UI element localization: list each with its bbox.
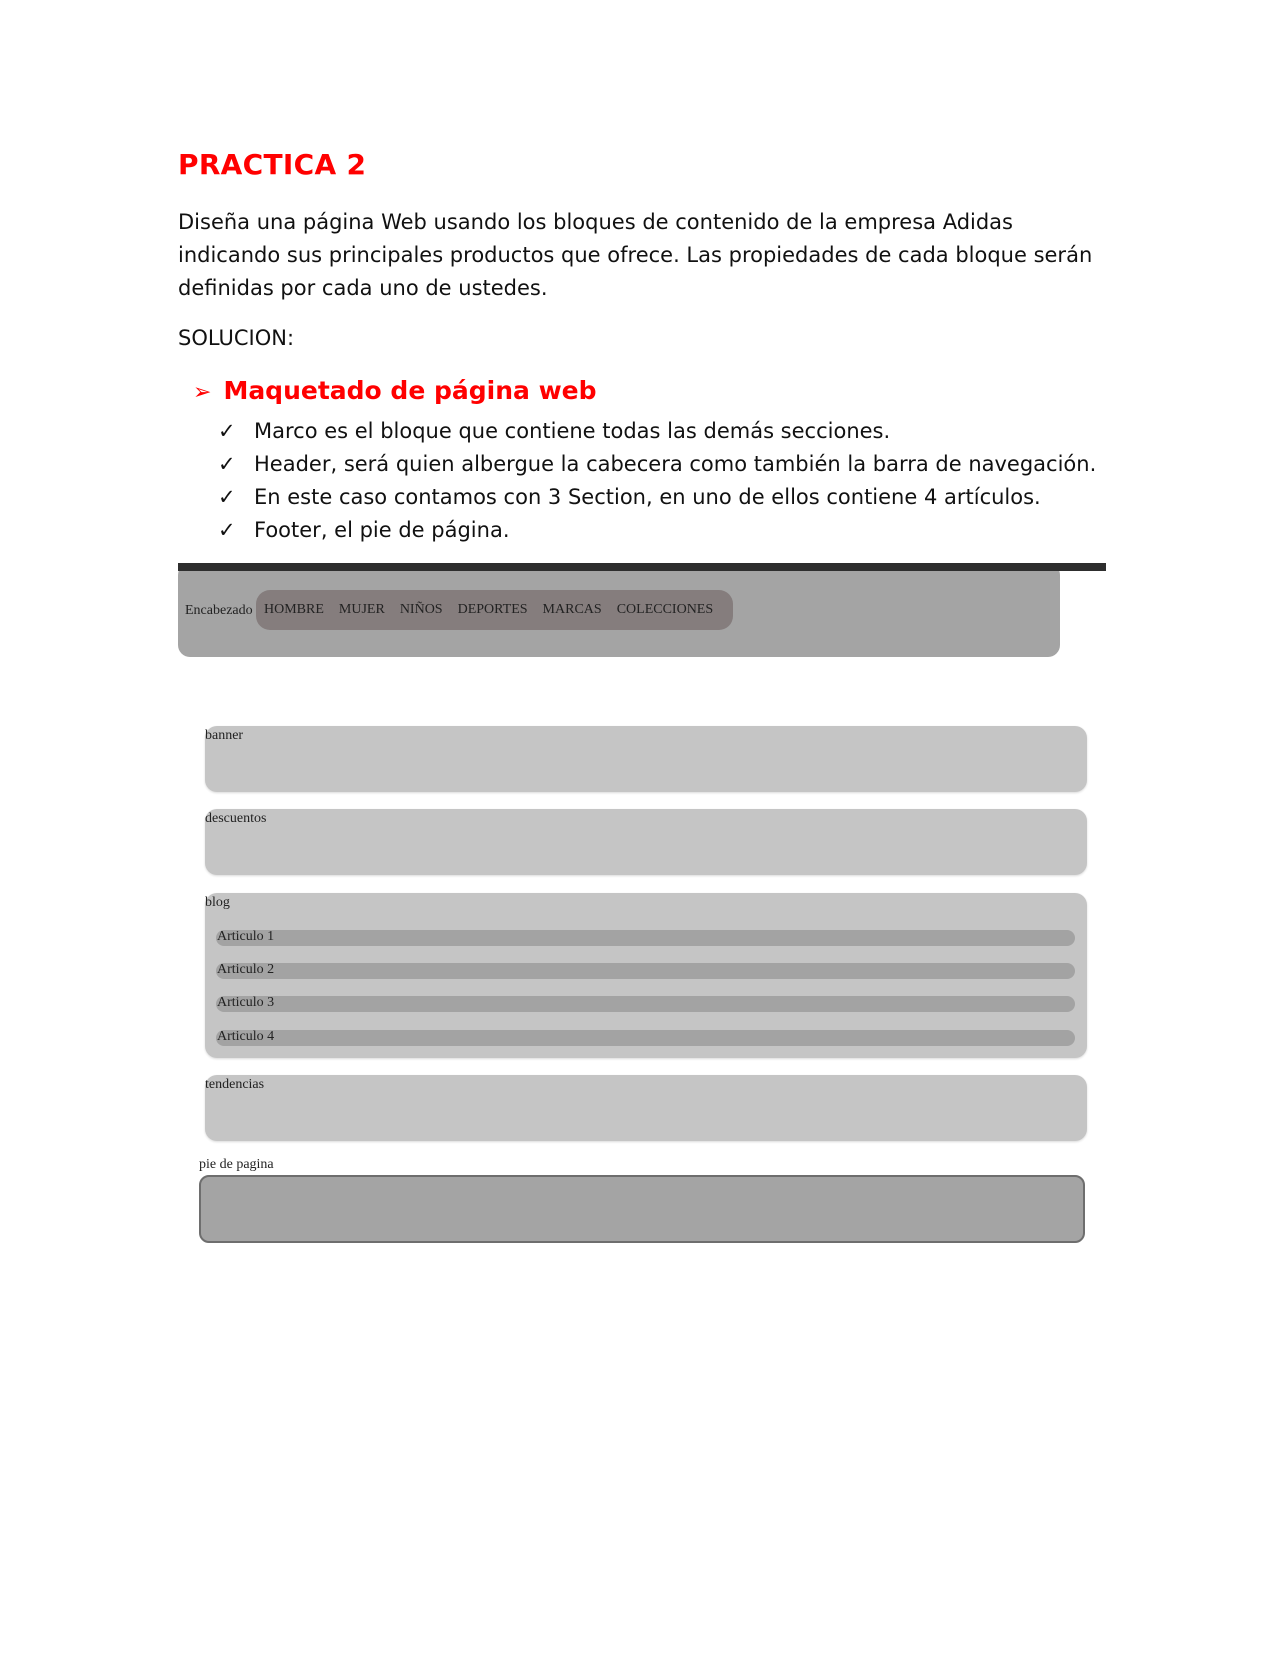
nav-item-ninos[interactable]: NIÑOS	[399, 602, 443, 617]
tendencias-section	[205, 1075, 1087, 1141]
list-item-text: Marco es el bloque que contiene todas las demás secciones.	[254, 419, 891, 443]
intro-paragraph: Diseña una página Web usando los bloques de contenido de la empresa Adidas indicando sus principales productos que ofrece. Las propiedades de cada bloque serán definidas por cada uno de ustedes.	[178, 210, 1093, 300]
header-label: Encabezado	[185, 603, 253, 618]
list-item	[218, 514, 1096, 547]
nav-item-hombre[interactable]: HOMBRE	[264, 602, 324, 617]
article-label: Articulo 3	[217, 995, 275, 1010]
mockup-nav-bar	[256, 590, 733, 630]
banner-label: banner	[205, 728, 244, 743]
nav-item-mujer[interactable]: MUJER	[338, 602, 385, 617]
article-label: Articulo 1	[217, 929, 275, 944]
descuentos-label: descuentos	[205, 811, 267, 826]
mockup-header	[178, 563, 1060, 657]
tendencias-label: tendencias	[205, 1077, 265, 1092]
mockup-footer	[199, 1175, 1085, 1243]
nav-item-deportes[interactable]: DEPORTES	[457, 602, 528, 617]
checkmark-icon: ✓	[218, 485, 236, 509]
nav-item-marcas[interactable]: MARCAS	[542, 602, 602, 617]
checkmark-icon: ✓	[218, 518, 236, 542]
page-title: PRACTICA 2	[178, 148, 367, 181]
banner-section	[205, 726, 1087, 792]
list-item	[218, 415, 1096, 448]
solution-label: SOLUCION:	[178, 326, 295, 350]
article-item	[216, 930, 1075, 946]
section-heading	[193, 376, 597, 405]
list-item-text: En este caso contamos con 3 Section, en uno de ellos contiene 4 artículos.	[254, 485, 1041, 509]
article-item	[216, 996, 1075, 1012]
article-item	[216, 1030, 1075, 1046]
checkmark-icon: ✓	[218, 419, 236, 443]
footer-label: pie de pagina	[199, 1157, 274, 1172]
section-heading-text: Maquetado de página web	[223, 376, 597, 405]
article-item	[216, 963, 1075, 979]
checklist	[218, 415, 1096, 547]
article-label: Articulo 4	[217, 1029, 275, 1044]
list-item	[218, 481, 1096, 514]
article-label: Articulo 2	[217, 962, 275, 977]
arrow-bullet-icon: ➢	[193, 380, 212, 405]
screenshot-top-strip	[178, 563, 1106, 571]
layout-mockup-screenshot	[178, 563, 1106, 1253]
blog-label: blog	[205, 895, 230, 910]
blog-section	[205, 893, 1087, 1058]
descuentos-section	[205, 809, 1087, 875]
checkmark-icon: ✓	[218, 452, 236, 476]
nav-item-colecciones[interactable]: COLECCIONES	[616, 602, 714, 617]
list-item-text: Header, será quien albergue la cabecera como también la barra de navegación.	[254, 452, 1097, 476]
list-item-text: Footer, el pie de página.	[254, 518, 510, 542]
list-item	[218, 448, 1096, 481]
